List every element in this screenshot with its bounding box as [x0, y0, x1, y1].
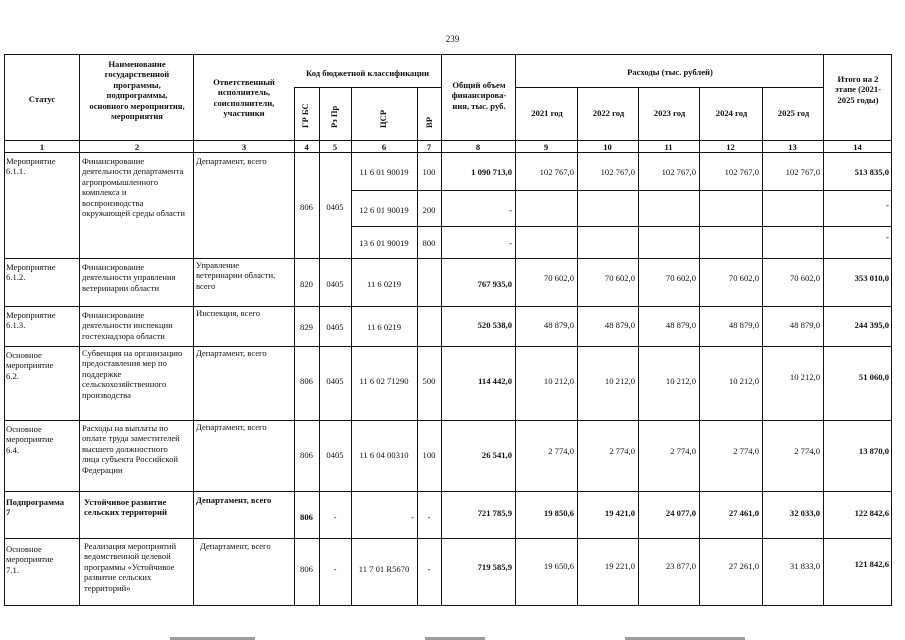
row-2022: 19 421,0: [604, 508, 635, 518]
row-vr: 800: [422, 238, 436, 248]
row-2025: 48 879,0: [789, 320, 820, 330]
row-responsible: Инспекция, всего: [196, 308, 261, 318]
row-total: 767 935,0: [477, 279, 512, 289]
row-responsible: Департамент, всего: [196, 156, 267, 166]
row-2025: 31 833,0: [789, 561, 820, 571]
row-vr: 500: [422, 376, 436, 386]
row-2025: 32 033,0: [789, 508, 820, 518]
row-stage-total: 122 842,6: [854, 508, 889, 518]
row-status: Мероприятие 6.1.2.: [6, 262, 56, 283]
row-responsible: Департамент, всего: [196, 422, 267, 432]
row-vr: 200: [422, 205, 436, 215]
row-2025: 10 212,0: [789, 372, 820, 382]
row-2023: 24 077,0: [665, 508, 696, 518]
row-stage-total: -: [886, 232, 889, 242]
row-stage-total: 353 010,0: [854, 273, 889, 283]
header-2024: 2024 год: [715, 108, 748, 118]
row-status: Основное мероприятие 6.4.: [6, 424, 54, 455]
row-2021: 48 879,0: [543, 320, 574, 330]
row-stage-total: -: [886, 200, 889, 210]
row-2021: 10 212,0: [543, 376, 574, 386]
row-csr: 11 6 02 71290: [359, 376, 409, 386]
column-number: 7: [426, 142, 432, 152]
row-rzpr: -: [333, 512, 337, 522]
column-number: 12: [726, 142, 735, 152]
row-2024: 102 767,0: [724, 167, 759, 177]
header-2021: 2021 год: [531, 108, 563, 118]
row-grbs: 806: [300, 376, 313, 386]
row-status: Основное мероприятие 7.1.: [6, 544, 54, 575]
row-csr: 11 6 0219: [366, 279, 402, 289]
row-name: Финансирование деятельности инспекции гостехнадзора области: [82, 310, 173, 341]
header-rzpr: Рз Пр: [329, 105, 339, 128]
row-name: Финансирование деятельности управления ветеринарии области: [82, 262, 176, 293]
row-2023: 70 602,0: [665, 273, 696, 283]
row-responsible: Департамент, всего: [196, 348, 267, 358]
column-number: 8: [475, 142, 481, 152]
header-csr: ЦСР: [378, 109, 388, 128]
row-total: 719 585,9: [477, 562, 512, 572]
header-grbs: ГР БС: [300, 103, 310, 128]
header-responsible: Ответственный исполнитель, соисполнители, участники: [213, 77, 275, 119]
row-2023: 2 774,0: [670, 446, 696, 456]
row-status: Подпрограмма 7: [6, 497, 65, 518]
header-2022: 2022 год: [592, 108, 625, 118]
row-rzpr: 0405: [326, 450, 344, 460]
row-rzpr: 0405: [326, 279, 344, 289]
row-total: 721 785,9: [477, 508, 512, 518]
row-2022: 19 221,0: [604, 561, 635, 571]
row-vr: 100: [422, 167, 436, 177]
row-stage-total: 513 835,0: [854, 167, 889, 177]
row-2024: 27 461,0: [728, 508, 759, 518]
header-status: Статус: [28, 94, 56, 104]
header-stage-total: Итого на 2 этапе (2021- 2025 годы): [834, 74, 882, 105]
row-2024: 48 879,0: [728, 320, 759, 330]
row-vr: -: [427, 512, 431, 522]
row-name: Расходы на выплаты по оплате труда заместителей высшего должностного лица субъекта Российской Федерации: [82, 423, 180, 475]
row-2024: 27 261,0: [728, 561, 759, 571]
row-2021: 102 767,0: [539, 167, 574, 177]
row-vr: 100: [422, 450, 436, 460]
row-responsible: Управление ветеринарии области, всего: [196, 260, 276, 291]
header-budget-code: Код бюджетной классификации: [305, 68, 430, 78]
row-grbs: 820: [300, 279, 313, 289]
row-csr: 13 6 01 90019: [359, 238, 409, 248]
row-total: -: [509, 238, 512, 248]
column-number: 10: [603, 142, 612, 152]
row-stage-total: 51 060,0: [858, 372, 889, 382]
row-2023: 10 212,0: [665, 376, 696, 386]
page-number: 239: [445, 34, 460, 44]
row-name: Субвенция на организацию предоставления мер по поддержке сельскохозяйственного производства: [82, 348, 183, 400]
header-2023: 2023 год: [653, 108, 686, 118]
row-name: Устойчивое развитие сельских территорий: [84, 497, 167, 518]
row-csr: 11 6 0219: [366, 322, 402, 332]
row-rzpr: 0405: [326, 322, 344, 332]
row-vr: -: [427, 564, 431, 574]
row-2022: 2 774,0: [609, 446, 635, 456]
header-2025: 2025 год: [777, 108, 810, 118]
row-2024: 10 212,0: [728, 376, 759, 386]
row-rzpr: 0405: [326, 376, 344, 386]
header-name: Наименование государственной программы, подпрограммы, основного мероприятия, мероприятия: [89, 59, 185, 122]
row-grbs: 829: [300, 322, 313, 332]
row-2022: 10 212,0: [604, 376, 635, 386]
row-2024: 70 602,0: [728, 273, 759, 283]
row-total: 114 442,0: [478, 376, 512, 386]
row-total: 26 541,0: [481, 450, 512, 460]
column-number: 5: [332, 142, 338, 152]
header-total: Общий объем финансирова- ния, тыс. руб.: [451, 80, 507, 111]
column-number: 1: [39, 142, 45, 152]
row-responsible: Департамент, всего: [196, 495, 272, 505]
budget-table: [4, 54, 892, 606]
row-rzpr: 0405: [326, 202, 344, 212]
row-2022: 70 602,0: [604, 273, 635, 283]
row-name: Реализация мероприятий ведомственной целевой программы «Устойчивое развитие сельских территорий»: [84, 541, 177, 593]
row-grbs: 806: [300, 202, 313, 212]
row-csr: 11 6 04 00310: [359, 450, 409, 460]
row-2025: 70 602,0: [789, 273, 820, 283]
column-number: 14: [853, 142, 862, 152]
row-stage-total: 13 870,0: [858, 446, 889, 456]
row-csr: 11 6 01 90019: [359, 167, 409, 177]
row-csr: 12 6 01 90019: [359, 205, 409, 215]
column-number: 9: [543, 142, 549, 152]
row-2024: 2 774,0: [733, 446, 759, 456]
row-2022: 48 879,0: [604, 320, 635, 330]
row-stage-total: 244 395,0: [854, 320, 889, 330]
row-total: -: [509, 205, 512, 215]
row-2021: 19 850,6: [543, 508, 574, 518]
row-grbs: 806: [300, 512, 313, 522]
column-number: 3: [241, 142, 247, 152]
row-2022: 102 767,0: [600, 167, 635, 177]
row-csr: 11 7 01 R5670: [358, 564, 410, 574]
row-total: 1 090 713,0: [471, 167, 512, 177]
row-2025: 2 774,0: [794, 446, 820, 456]
row-name: Финансирование деятельности департамента агропромышленного комплекса и воспроизводства окружающей среды области: [82, 156, 186, 219]
row-total: 520 538,0: [477, 320, 512, 330]
column-number: 4: [304, 142, 309, 152]
row-2023: 23 877,0: [665, 561, 696, 571]
row-2023: 102 767,0: [661, 167, 696, 177]
row-rzpr: -: [333, 564, 337, 574]
row-2023: 48 879,0: [665, 320, 696, 330]
row-status: Мероприятие 6.1.3.: [6, 310, 56, 331]
row-grbs: 806: [300, 450, 313, 460]
header-expenses: Расходы (тыс. рублей): [627, 67, 713, 77]
row-2021: 2 774,0: [548, 446, 574, 456]
row-2021: 19 650,6: [543, 561, 574, 571]
row-stage-total: 121 842,6: [854, 559, 889, 569]
row-grbs: 806: [300, 564, 313, 574]
row-csr: -: [411, 512, 414, 522]
row-status: Основное мероприятие 6.2.: [6, 350, 54, 381]
column-number: 6: [381, 142, 387, 152]
row-status: Мероприятие 6.1.1.: [6, 156, 56, 177]
column-number: 11: [664, 142, 673, 152]
header-vr: ВР: [424, 117, 434, 128]
column-number: 13: [788, 142, 797, 152]
row-2025: 102 767,0: [785, 167, 820, 177]
row-2021: 70 602,0: [543, 273, 574, 283]
column-number: 2: [134, 142, 140, 152]
row-responsible: Департамент, всего: [200, 541, 271, 551]
